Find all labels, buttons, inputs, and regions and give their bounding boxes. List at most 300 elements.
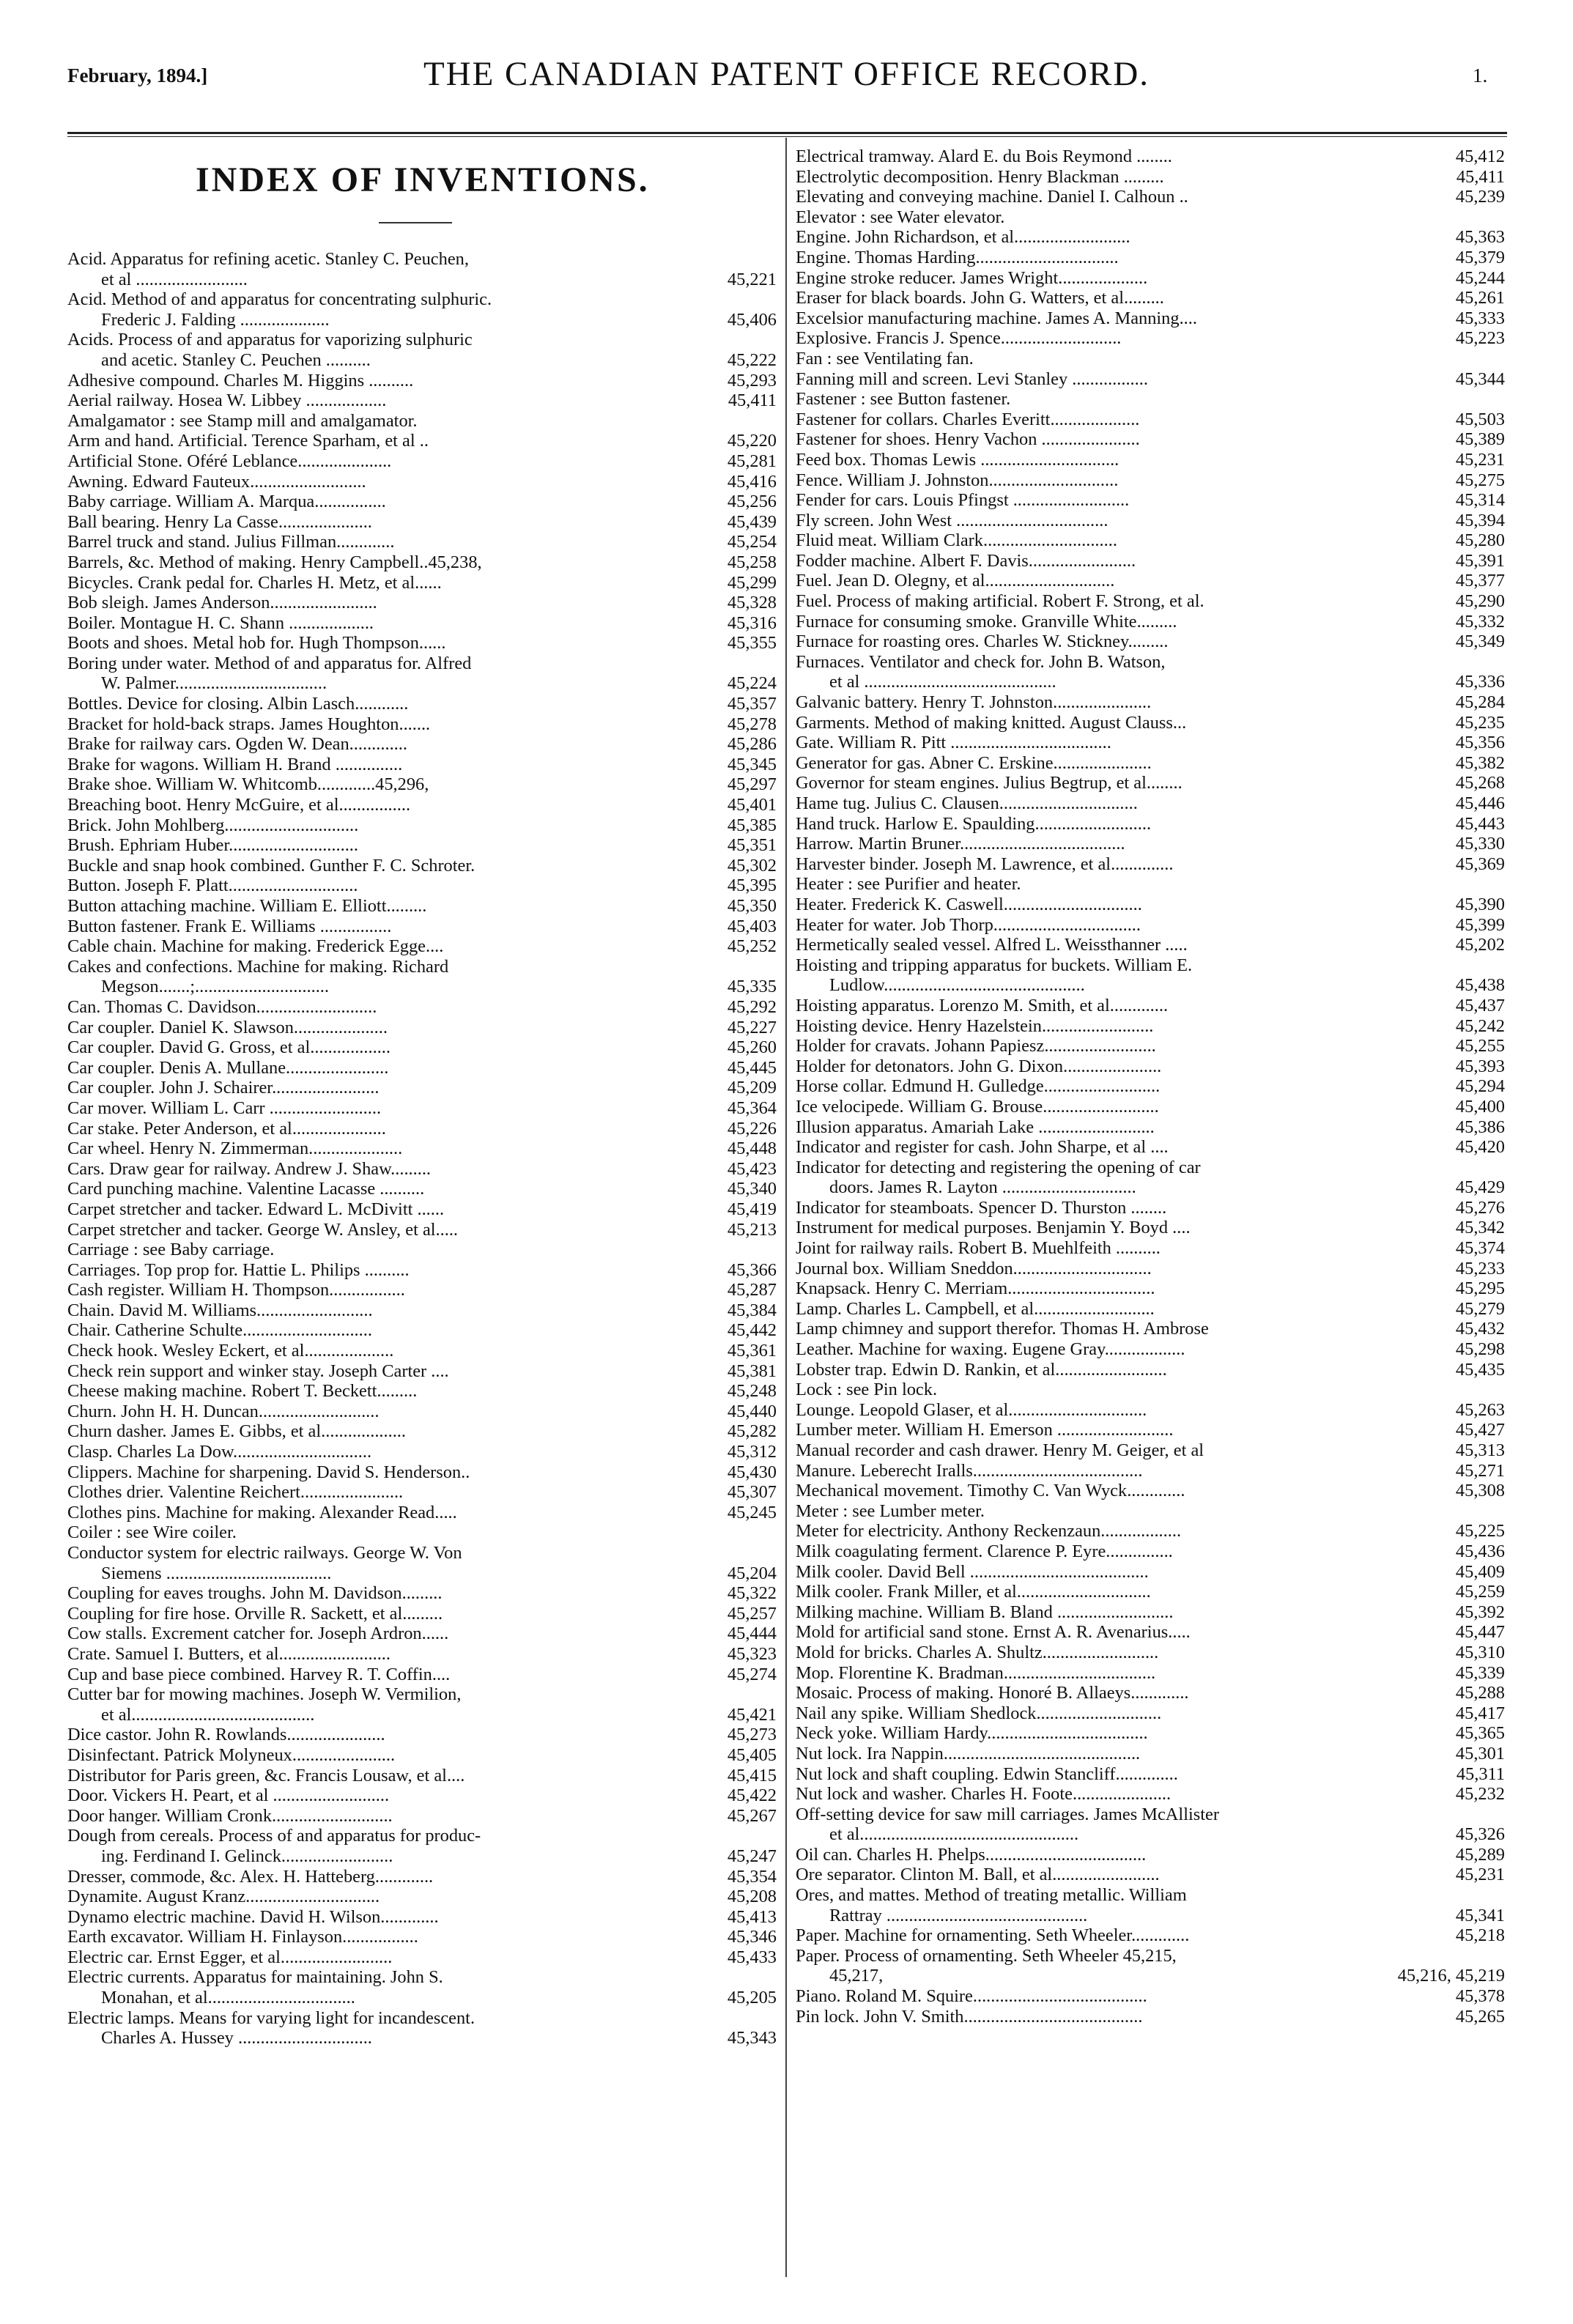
- index-entry: [796, 1663, 1505, 1684]
- index-entry: [796, 895, 1505, 915]
- patent-number: 45,374: [1455, 1238, 1505, 1259]
- patent-number: 45,435: [1455, 1359, 1505, 1380]
- entry-text: Meter for electricity. Anthony Reckenzaun..................: [796, 1521, 1182, 1542]
- index-entry: [796, 814, 1505, 835]
- patent-number: 45,433: [727, 1947, 777, 1967]
- entry-text: Clothes pins. Machine for making. Alexander Read.....: [67, 1502, 457, 1522]
- index-entry: [796, 1097, 1505, 1117]
- entry-text: Clothes drier. Valentine Reichert.......................: [67, 1482, 404, 1503]
- index-entry: [796, 1380, 1505, 1400]
- entry-text: Check hook. Wesley Eckert, et al....................: [67, 1341, 394, 1361]
- index-entry: [67, 1421, 777, 1442]
- patent-number: 45,216, 45,219: [1397, 1966, 1505, 1986]
- entry-continuation: et al ...........................................: [829, 672, 1056, 692]
- patent-number: 45,218: [1455, 1925, 1505, 1946]
- patent-number: 45,415: [727, 1765, 777, 1785]
- entry-text: Milk cooler. David Bell ........................................: [796, 1561, 1149, 1582]
- entry-text: Coiler : see Wire coiler.: [67, 1522, 237, 1543]
- patent-number: 45,242: [1455, 1015, 1505, 1036]
- patent-number: 45,267: [727, 1805, 777, 1826]
- entry-text: Heater. Frederick K. Caswell...............................: [796, 894, 1142, 914]
- index-entry: [796, 1117, 1505, 1138]
- entry-text: Excelsior manufacturing machine. James A. Manning....: [796, 308, 1197, 328]
- index-entry: [67, 431, 777, 451]
- patent-number: 45,389: [1455, 429, 1505, 450]
- entry-text: Horse collar. Edmund H. Gulledge..........................: [796, 1076, 1161, 1097]
- entry-text: Adhesive compound. Charles M. Higgins ..........: [67, 370, 414, 391]
- patent-number: 45,438: [1455, 975, 1505, 996]
- entry-text: Nut lock and washer. Charles H. Foote......................: [796, 1784, 1172, 1805]
- entry-text: Cow stalls. Excrement catcher for. Joseph Ardron......: [67, 1624, 449, 1644]
- index-entry: [67, 1037, 777, 1058]
- entry-text: Carpet stretcher and tacker. George W. Ansley, et al.....: [67, 1219, 459, 1240]
- entry-text: Galvanic battery. Henry T. Johnston......................: [796, 692, 1152, 713]
- index-entry: [796, 753, 1505, 774]
- patent-number: 45,423: [727, 1158, 777, 1179]
- patent-number: 45,341: [1455, 1905, 1505, 1925]
- patent-number: 45,411: [728, 391, 777, 411]
- patent-number: 45,260: [727, 1037, 777, 1058]
- index-entry: [796, 591, 1505, 612]
- index-entry: [796, 1622, 1505, 1643]
- patent-number: 45,391: [1455, 550, 1505, 571]
- index-entry: [796, 935, 1505, 955]
- entry-text: Fastener for shoes. Henry Vachon ......................: [796, 429, 1140, 450]
- index-entry: [796, 1723, 1505, 1744]
- entry-text: Paper. Machine for ornamenting. Seth Wheeler.............: [796, 1925, 1190, 1946]
- patent-number: 45,235: [1455, 712, 1505, 733]
- index-entry: [796, 793, 1505, 814]
- index-entry: [67, 1543, 777, 1583]
- entry-continuation: doors. James R. Layton ..............................: [829, 1177, 1136, 1198]
- index-entry: [796, 410, 1505, 430]
- entry-text: Elevator : see Water elevator.: [796, 207, 1005, 227]
- patent-number: 45,302: [727, 855, 777, 876]
- index-entry: [67, 532, 777, 552]
- patent-number: 45,310: [1455, 1642, 1505, 1662]
- entry-text: Illusion apparatus. Amariah Lake ..........................: [796, 1117, 1155, 1137]
- entry-text: Can. Thomas C. Davidson...........................: [67, 996, 377, 1017]
- entry-text: Engine. Thomas Harding................................: [796, 247, 1119, 267]
- index-entry: [67, 633, 777, 654]
- patent-number: 45,301: [1455, 1743, 1505, 1764]
- index-entry: [67, 654, 777, 694]
- index-entry: [67, 876, 777, 896]
- entry-text: Fuel. Jean D. Olegny, et al.............................: [796, 571, 1115, 591]
- entry-text: Manual recorder and cash drawer. Henry M. Geiger, et al: [796, 1440, 1204, 1460]
- patent-number: 45,276: [1455, 1197, 1505, 1218]
- patent-number: 45,351: [727, 835, 777, 856]
- index-entry: [796, 1764, 1505, 1785]
- entry-text: Indicator for detecting and registering the opening of car: [796, 1157, 1201, 1177]
- entry-continuation: et al.........................................: [101, 1704, 315, 1725]
- entry-text: Mold for artificial sand stone. Ernst A. R. Avenarius.....: [796, 1622, 1191, 1643]
- entry-text: Lumber meter. William H. Emerson ..........................: [796, 1420, 1174, 1440]
- index-entry: [796, 834, 1505, 854]
- index-entry: [67, 1604, 777, 1624]
- patent-number: 45,314: [1455, 490, 1505, 511]
- entry-continuation: Frederic J. Falding ....................: [101, 309, 330, 330]
- index-entry: [67, 1867, 777, 1887]
- index-entry: [67, 1644, 777, 1665]
- entry-text: Pin lock. John V. Smith........................................: [796, 2006, 1143, 2027]
- index-entry: [796, 2007, 1505, 2027]
- index-entry: [67, 795, 777, 815]
- entry-text: Milk cooler. Frank Miller, et al..............................: [796, 1582, 1151, 1602]
- index-entry: [796, 1542, 1505, 1562]
- entry-text: Ball bearing. Henry La Casse.....................: [67, 511, 372, 532]
- patent-number: 45,427: [1455, 1420, 1505, 1440]
- patent-number: 45,278: [727, 714, 777, 734]
- entry-text: Fodder machine. Albert F. Davis........................: [796, 550, 1136, 571]
- entry-text: Fastener for collars. Charles Everitt....................: [796, 409, 1140, 429]
- entry-text: Bottles. Device for closing. Albin Lasch............: [67, 694, 409, 714]
- index-entry: [796, 1461, 1505, 1481]
- index-entry: [67, 835, 777, 856]
- index-entry: [796, 1218, 1505, 1238]
- index-entry: [67, 1766, 777, 1786]
- patent-number: 45,221: [727, 269, 777, 289]
- index-entry: [796, 1643, 1505, 1663]
- entry-text: Cars. Draw gear for railway. Andrew J. Shaw.........: [67, 1158, 432, 1179]
- index-entry: [67, 573, 777, 593]
- patent-number: 45,369: [1455, 854, 1505, 874]
- index-entry: [67, 1240, 777, 1260]
- patent-number: 45,429: [1455, 1177, 1505, 1198]
- patent-number: 45,336: [1455, 672, 1505, 692]
- patent-number: 45,399: [1455, 914, 1505, 935]
- entry-text: Disinfectant. Patrick Molyneux.......................: [67, 1744, 396, 1765]
- title-rule: [379, 222, 452, 223]
- entry-text: Ice velocipede. William G. Brouse..........................: [796, 1096, 1159, 1117]
- index-entry: [796, 328, 1505, 349]
- patent-number: 45,289: [1455, 1844, 1505, 1865]
- entry-text: Indicator and register for cash. John Sharpe, et al ....: [796, 1137, 1169, 1158]
- patent-number: 45,411: [1456, 166, 1505, 187]
- patent-number: 45,257: [727, 1603, 777, 1624]
- entry-continuation: Ludlow.............................................: [829, 975, 1085, 996]
- patent-number: 45,430: [727, 1462, 777, 1482]
- index-entry: [67, 815, 777, 836]
- entry-text: Fan : see Ventilating fan.: [796, 348, 974, 369]
- index-entry: [67, 492, 777, 512]
- entry-text: Carriage : see Baby carriage.: [67, 1240, 275, 1260]
- entry-text: Coupling for fire hose. Orville R. Sackett, et al.........: [67, 1603, 443, 1624]
- index-entry: [796, 1481, 1505, 1501]
- patent-number: 45,364: [727, 1098, 777, 1118]
- entry-text: Explosive. Francis J. Spence...........................: [796, 328, 1122, 349]
- patent-number: 45,290: [1455, 591, 1505, 612]
- entry-text: Piano. Roland M. Squire.......................................: [796, 1986, 1147, 2007]
- index-entry: [67, 1058, 777, 1078]
- index-entry: [796, 1319, 1505, 1339]
- entry-text: Hoisting device. Henry Hazelstein.........................: [796, 1015, 1154, 1036]
- left-index-list: [67, 249, 777, 2049]
- entry-text: Cutter bar for mowing machines. Joseph W. Vermilion,: [67, 1684, 462, 1705]
- entry-text: Harvester binder. Joseph M. Lawrence, et al..............: [796, 854, 1174, 874]
- index-entry: [67, 391, 777, 411]
- entry-text: Fuel. Process of making artificial. Robert F. Strong, et al.: [796, 591, 1204, 612]
- patent-number: 45,443: [1455, 813, 1505, 834]
- index-entry: [796, 1238, 1505, 1259]
- patent-number: 45,288: [1455, 1683, 1505, 1703]
- entry-text: Brake for railway cars. Ogden W. Dean.............: [67, 734, 407, 755]
- index-entry: [67, 1361, 777, 1382]
- index-entry: [796, 612, 1505, 632]
- index-entry: [796, 1278, 1505, 1299]
- index-entry: [796, 854, 1505, 875]
- patent-number: 45,339: [1455, 1662, 1505, 1683]
- patent-number: 45,384: [727, 1300, 777, 1320]
- entry-text: Car stake. Peter Anderson, et al.....................: [67, 1118, 386, 1139]
- entry-text: Check rein support and winker stay. Joseph Carter ....: [67, 1361, 449, 1381]
- patent-number: 45,226: [727, 1118, 777, 1139]
- patent-number: 45,328: [727, 593, 777, 613]
- index-entry: [796, 773, 1505, 793]
- entry-text: Artificial Stone. Oféré Leblance.....................: [67, 451, 392, 471]
- patent-number: 45,232: [1455, 1784, 1505, 1805]
- entry-text: Journal box. William Sneddon...............................: [796, 1258, 1152, 1278]
- index-entry: [796, 1259, 1505, 1279]
- index-entry: [67, 1482, 777, 1503]
- index-entry: [67, 1320, 777, 1341]
- index-entry: [67, 552, 777, 573]
- entry-text: Mechanical movement. Timothy C. Van Wyck.............: [796, 1481, 1185, 1501]
- entry-text: Furnaces. Ventilator and check for. John B. Watson,: [796, 651, 1166, 672]
- entry-text: Eraser for black boards. John G. Watters, et al.........: [796, 288, 1164, 308]
- index-entry: [67, 1947, 777, 1968]
- entry-text: Electrical tramway. Alard E. du Bois Reymond ........: [796, 147, 1172, 166]
- index-entry: [67, 1927, 777, 1947]
- index-entry: [796, 530, 1505, 551]
- patent-number: 45,422: [727, 1785, 777, 1806]
- entry-text: Furnace for consuming smoke. Granville White.........: [796, 611, 1177, 632]
- index-entry: [67, 330, 777, 370]
- patent-number: 45,292: [727, 996, 777, 1017]
- patent-number: 45,280: [1455, 530, 1505, 551]
- patent-number: 45,379: [1455, 247, 1505, 267]
- patent-number: 45,349: [1455, 632, 1505, 652]
- patent-number: 45,503: [1455, 409, 1505, 429]
- patent-number: 45,245: [727, 1502, 777, 1522]
- patent-number: 45,444: [727, 1624, 777, 1644]
- patent-number: 45,225: [1455, 1521, 1505, 1542]
- index-entry: [67, 896, 777, 917]
- header-rule: [67, 132, 1507, 134]
- entry-text: Electrolytic decomposition. Henry Blackman .........: [796, 166, 1164, 187]
- entry-text: Car coupler. David G. Gross, et al..................: [67, 1037, 391, 1058]
- entry-text: Boring under water. Method of and apparatus for. Alfred: [67, 653, 472, 673]
- entry-text: Brick. John Mohlberg..............................: [67, 815, 359, 835]
- patent-number: 45,447: [1455, 1622, 1505, 1643]
- index-entry: [796, 1400, 1505, 1421]
- index-entry: [67, 1583, 777, 1604]
- entry-text: Conductor system for electric railways. George W. Von: [67, 1543, 462, 1563]
- entry-text: Lamp. Charles L. Campbell, et al...........................: [796, 1298, 1155, 1319]
- index-entry: [796, 874, 1505, 895]
- index-entry: [796, 1158, 1505, 1198]
- entry-text: Boots and shoes. Metal hob for. Hugh Thompson......: [67, 633, 446, 654]
- patent-number: 45,342: [1455, 1218, 1505, 1238]
- index-entry: [67, 1260, 777, 1281]
- index-entry: [796, 733, 1505, 753]
- entry-text: Elevating and conveying machine. Daniel I. Calhoun ..: [796, 187, 1188, 207]
- patent-number: 45,223: [1455, 328, 1505, 349]
- patent-number: 45,332: [1455, 611, 1505, 632]
- header-rule-thin: [67, 136, 1507, 137]
- index-entry: [67, 1887, 777, 1907]
- entry-text: Generator for gas. Abner C. Erskine......................: [796, 752, 1152, 773]
- patent-number: 45,354: [727, 1866, 777, 1887]
- patent-number: 45,254: [727, 532, 777, 552]
- entry-text: Hand truck. Harlow E. Spaulding..........................: [796, 813, 1152, 834]
- index-entry: [796, 1865, 1505, 1885]
- index-entry: [796, 1521, 1505, 1542]
- index-entry: [67, 1745, 777, 1766]
- entry-text: Joint for railway rails. Robert B. Muehlfeith ..........: [796, 1238, 1161, 1259]
- index-entry: [67, 2008, 777, 2049]
- entry-text: Arm and hand. Artificial. Terence Sparham, et al ..: [67, 431, 429, 451]
- index-entry: [796, 207, 1505, 228]
- patent-number: 45,208: [727, 1887, 777, 1907]
- patent-number: 45,281: [727, 451, 777, 471]
- index-entry: [796, 996, 1505, 1016]
- entry-text: Holder for cravats. Johann Papiesz.........................: [796, 1036, 1156, 1056]
- index-entry: [796, 632, 1505, 652]
- index-entry: [796, 652, 1505, 692]
- entry-text: Dough from cereals. Process of and apparatus for produc-: [67, 1826, 481, 1846]
- index-entry: [67, 1119, 777, 1139]
- entry-continuation: Siemens .....................................: [101, 1563, 332, 1583]
- entry-text: Carpet stretcher and tacker. Edward L. McDivitt ......: [67, 1199, 445, 1219]
- entry-text: Milking machine. William B. Bland ..........................: [796, 1602, 1174, 1622]
- patent-number: 45,440: [727, 1401, 777, 1421]
- patent-number: 45,366: [727, 1259, 777, 1280]
- entry-text: Barrel truck and stand. Julius Fillman.............: [67, 532, 395, 552]
- index-entry: [796, 1076, 1505, 1097]
- entry-text: Governor for steam engines. Julius Begtrup, et al........: [796, 773, 1182, 793]
- index-entry: [796, 1420, 1505, 1440]
- column-divider: [785, 138, 787, 2277]
- index-entry: [796, 1805, 1505, 1845]
- index-entry: [796, 1440, 1505, 1461]
- index-entry: [796, 1784, 1505, 1805]
- entry-text: Lamp chimney and support therefor. Thomas H. Ambrose: [796, 1319, 1209, 1339]
- entry-text: Fluid meat. William Clark..............................: [796, 530, 1117, 551]
- index-entry: [67, 451, 777, 472]
- index-entry: [796, 1946, 1505, 1986]
- patent-number: 45,227: [727, 1017, 777, 1037]
- entry-text: Dynamo electric machine. David H. Wilson.............: [67, 1906, 439, 1927]
- entry-text: Button fastener. Frank E. Williams ................: [67, 916, 392, 936]
- entry-text: Earth excavator. William H. Finlayson.................: [67, 1927, 418, 1947]
- index-entry: [67, 755, 777, 775]
- index-entry: [67, 1139, 777, 1159]
- entry-text: Indicator for steamboats. Spencer D. Thurston ........: [796, 1197, 1167, 1218]
- entry-text: Dresser, commode, &c. Alex. H. Hatteberg.............: [67, 1866, 434, 1887]
- index-entry: [796, 713, 1505, 733]
- entry-text: Hame tug. Julius C. Clausen...............................: [796, 793, 1138, 813]
- entry-text: Car coupler. John J. Schairer........................: [67, 1078, 380, 1098]
- entry-text: Baby carriage. William A. Marqua................: [67, 492, 386, 512]
- patent-number: 45,345: [727, 754, 777, 774]
- index-entry: [796, 1602, 1505, 1623]
- patent-number: 45,312: [727, 1442, 777, 1462]
- patent-number: 45,355: [727, 633, 777, 654]
- index-entry: [796, 369, 1505, 390]
- patent-number: 45,356: [1455, 733, 1505, 753]
- entry-continuation: ing. Ferdinand I. Gelinck.........................: [101, 1846, 393, 1866]
- patent-number: 45,442: [727, 1320, 777, 1341]
- entry-text: Lock : see Pin lock.: [796, 1380, 938, 1400]
- patent-number: 45,297: [727, 774, 777, 795]
- entry-text: Lobster trap. Edwin D. Rankin, et al.........................: [796, 1359, 1167, 1380]
- patent-number: 45,365: [1455, 1723, 1505, 1744]
- index-entry: [796, 1360, 1505, 1380]
- index-entry: [796, 1339, 1505, 1360]
- index-entry: [67, 1402, 777, 1422]
- patent-number: 45,316: [727, 613, 777, 633]
- index-entry: [796, 187, 1505, 207]
- index-entry: [796, 551, 1505, 571]
- entry-text: Fastener : see Button fastener.: [796, 389, 1011, 410]
- entry-text: Cheese making machine. Robert T. Beckett.........: [67, 1381, 418, 1402]
- patent-number: 45,247: [727, 1846, 777, 1866]
- entry-text: Barrels, &c. Method of making. Henry Campbell..45,238,: [67, 552, 482, 572]
- index-entry: [796, 1845, 1505, 1865]
- index-entry: [796, 389, 1505, 410]
- patent-number: 45,273: [727, 1725, 777, 1745]
- index-entry: [67, 1280, 777, 1300]
- patent-number: 45,299: [727, 572, 777, 593]
- index-entry: [796, 692, 1505, 713]
- entry-text: Door. Vickers H. Peart, et al ..........................: [67, 1785, 390, 1806]
- patent-number: 45,265: [1455, 2006, 1505, 2027]
- entry-text: Manure. Leberecht Iralls......................................: [796, 1460, 1143, 1481]
- entry-text: Door hanger. William Cronk...........................: [67, 1805, 393, 1826]
- entry-text: Heater for water. Job Thorp.................................: [796, 914, 1141, 935]
- entry-continuation: 45,217,: [829, 1966, 884, 1986]
- entry-text: Churn dasher. James E. Gibbs, et al...................: [67, 1421, 407, 1442]
- entry-text: Feed box. Thomas Lewis ...............................: [796, 449, 1119, 470]
- entry-text: Cash register. William H. Thompson.................: [67, 1280, 405, 1300]
- entry-text: Brush. Ephriam Huber.............................: [67, 835, 358, 856]
- index-entry: [796, 470, 1505, 491]
- patent-number: 45,363: [1455, 227, 1505, 248]
- patent-number: 45,392: [1455, 1602, 1505, 1622]
- index-entry: [67, 734, 777, 755]
- entry-continuation: W. Palmer..................................: [101, 673, 327, 694]
- entry-text: Acid. Apparatus for refining acetic. Stanley C. Peuchen,: [67, 249, 469, 269]
- patent-number: 45,386: [1455, 1117, 1505, 1137]
- patent-number: 45,409: [1455, 1561, 1505, 1582]
- patent-number: 45,308: [1455, 1481, 1505, 1501]
- patent-number: 45,335: [727, 977, 777, 997]
- index-entry: [67, 593, 777, 613]
- entry-text: Chair. Catherine Schulte.............................: [67, 1320, 372, 1341]
- index-entry: [67, 856, 777, 876]
- index-entry: [67, 472, 777, 492]
- entry-text: Electric car. Ernst Egger, et al.........................: [67, 1947, 393, 1967]
- index-entry: [67, 1018, 777, 1038]
- entry-text: Cakes and confections. Machine for making. Richard: [67, 956, 449, 977]
- patent-number: 45,344: [1455, 369, 1505, 389]
- index-entry: [67, 1442, 777, 1462]
- index-entry: [67, 613, 777, 634]
- patent-number: 45,412: [1455, 147, 1505, 166]
- patent-number: 45,420: [1455, 1137, 1505, 1158]
- index-entry: [796, 955, 1505, 996]
